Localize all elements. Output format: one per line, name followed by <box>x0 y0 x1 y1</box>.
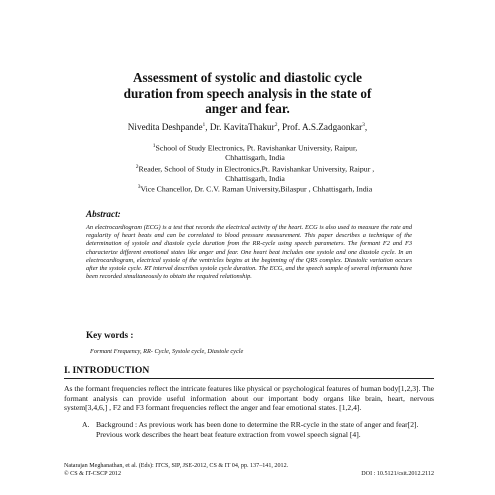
title-line: duration from speech analysis in the state of <box>123 85 372 101</box>
title-line: Assessment of systolic and diastolic cycle <box>133 70 362 85</box>
author-sup: 2 <box>274 122 278 128</box>
author-name: , <box>364 122 368 133</box>
affiliation-line: Vice Chancellor, Dr. C.V. Raman University,Bilaspur , Chhattisgarh, India <box>140 184 373 194</box>
footer-copyright: © CS & IT-CSCP 2012 <box>64 471 122 478</box>
paper-title <box>60 70 435 117</box>
author-name: , Prof. A.S.Zadgaonkar <box>277 122 363 133</box>
section-heading: I. INTRODUCTION <box>64 365 150 376</box>
affiliation-line: Chhattisgarh, India <box>225 174 285 184</box>
affiliation-line: Chhattisgarh, India <box>225 153 285 163</box>
footer-doi: DOI : 10.5121/csit.2012.2112 <box>361 471 434 478</box>
background-text: Background : As previous work has been done to determine the RR-cycle in the state of anger and fear[2]. Previous work describes the heart beat feature extraction from vowel speech signal [4]. <box>96 420 419 439</box>
affiliation-line: School of Study Electronics, Pt. Ravishankar University, Raipur, <box>155 143 358 153</box>
footer-citation: Natarajan Meghanathan, et al. (Eds): ITCS, SIP, JSE-2012, CS & IT 04, pp. 137–141, 2012. <box>64 463 289 469</box>
background-list-item <box>82 420 432 439</box>
affiliation-sup: 1 <box>152 143 156 149</box>
author-name: , Dr. KavitaThakur <box>205 122 275 133</box>
page-footer <box>64 462 434 478</box>
title-line: anger and fear. <box>205 101 290 116</box>
author-sup: 3 <box>362 122 365 128</box>
keywords-text: Formant Frequency, RR- Cycle, Systole cycle, Diastole cycle <box>90 348 244 355</box>
affiliation-sup: 3 <box>137 184 141 190</box>
affiliation-line: Reader, School of Study in Electronics,Pt. Ravishankar University, Raipur , <box>138 164 375 174</box>
intro-paragraph: As the formant frequencies reflect the intricate features like physical or psychological features of human body[1,2,3]. The formant analysis can provide useful information about our important body organs like brain, heart, nervous system[3,4,6,] , F2 and F3 formant frequencies reflect the anger and fear emotional states. [1,2,4]. <box>64 384 434 413</box>
keywords-heading: Key words : <box>86 330 134 340</box>
affiliation-3 <box>70 183 440 194</box>
abstract-heading: Abstract: <box>86 209 121 219</box>
list-marker: A. <box>82 420 90 429</box>
author-line <box>50 120 445 133</box>
author-name: Nivedita Deshpande <box>127 122 203 133</box>
section-divider <box>64 378 434 379</box>
affiliation-2 <box>70 163 440 184</box>
abstract-text: An electrocardiogram (ECG) is a test that records the electrical activity of the heart. ECG is also used to measure the rate and regularity of heart beats and can be correlated to blood pressure measurement. This paper describes a technique of the determination of systole and diastole cycle duration from the RR-cycle using speech parameters. The formant F2 and F3 characterize different emotional states like anger and fear. One heart beat includes one systole and one diastole cycle. In an electrocardiogram, electrical systole of the ventricles begins at the beginning of the QRS complex. Diastolic variation occurs after the systole cycle. RT interval describes systole cycle duration. The ECG, and the speech sample of several informants have been recorded simultaneously to obtain the required relationship. <box>86 224 412 281</box>
author-sup: 1 <box>202 122 206 128</box>
affiliation-sup: 2 <box>135 164 139 170</box>
affiliation-1 <box>70 142 440 163</box>
